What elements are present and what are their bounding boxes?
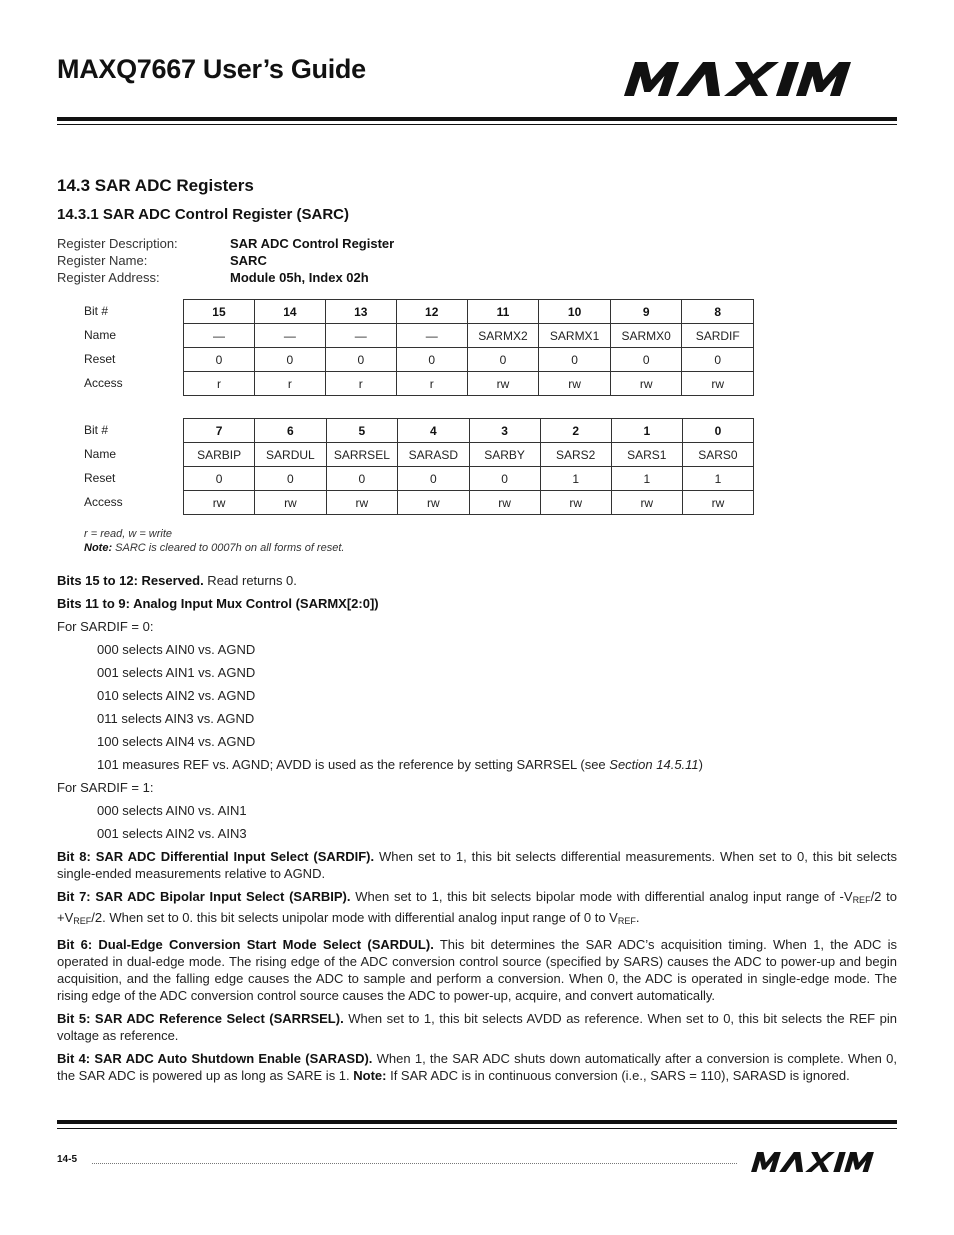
access-cell: rw [540, 491, 611, 515]
bit-label: Bit # [84, 304, 109, 318]
bit-cell: 13 [325, 300, 396, 324]
bit-cell: 12 [396, 300, 467, 324]
name-cell: SARMX0 [610, 324, 682, 348]
bit-4-title: Bit 4: SAR ADC Auto Shutdown Enable (SARASD). [57, 1051, 373, 1066]
register-name-label: Register Name: [57, 253, 148, 268]
reset-cell: 1 [540, 467, 611, 491]
access-row [184, 491, 754, 515]
bit-7-text-2: /2 to +V [57, 889, 897, 925]
bit-7-title: Bit 7: SAR ADC Bipolar Input Select (SARBIP). [57, 889, 351, 904]
document-title: MAXQ7667 User’s Guide [57, 54, 366, 84]
bit-7-text-3: /2. When set to 0. this bit selects unipolar mode with differential analog input range of 0 to V [91, 910, 618, 925]
bit-label: Bit # [84, 423, 109, 437]
access-label: Access [84, 495, 123, 509]
bit-4-text-2: If SAR ADC is in continuous conversion (i.e., SARS = 110), SARASD is ignored. [386, 1068, 850, 1083]
access-cell: rw [467, 372, 539, 396]
bit-6-paragraph [57, 936, 897, 1004]
vref-subscript: REF [617, 916, 636, 926]
name-cell: — [325, 324, 396, 348]
access-cell: rw [611, 491, 682, 515]
bit-cell: 9 [610, 300, 682, 324]
bit-7-text-4: . [635, 910, 640, 925]
bit-cell: 0 [682, 419, 753, 443]
bits-15-12-text: Read returns 0. [203, 573, 297, 588]
footer-dotted-line [92, 1163, 737, 1164]
bits-11-9-title: Bits 11 to 9: Analog Input Mux Control (SARMX[2:0]) [57, 596, 379, 611]
name-row [184, 443, 754, 467]
reset-cell: 0 [254, 348, 325, 372]
sardif0-label: For SARDIF = 0: [57, 619, 154, 634]
bit-cell: 6 [255, 419, 326, 443]
reset-cell: 0 [398, 467, 469, 491]
reset-cell: 0 [325, 348, 396, 372]
reset-note [84, 541, 344, 555]
maxim-logo-icon [622, 62, 890, 96]
name-row [184, 324, 754, 348]
register-address-label: Register Address: [57, 270, 160, 285]
diff-option-001: 001 selects AIN2 vs. AIN3 [97, 826, 247, 841]
bit-6-text: This bit determines the SAR ADC’s acquisition timing. When 1, the ADC is operated in dual-edge mode. The rising edge of the ADC conversion control source (specified by SARS) causes the ADC to power-up and begin acquisition, and the falling edge causes the ADC to sample and perform a conversion. When 0, the ADC is operated in single-edge mode. The rising edge of the ADC conversion control source causes the ADC to power-up, acquire, and convert automatically. [57, 937, 897, 1003]
bit-cell: 14 [254, 300, 325, 324]
bit-5-paragraph [57, 1010, 897, 1044]
bit-5-title: Bit 5: SAR ADC Reference Select (SARRSEL). [57, 1011, 344, 1026]
bit-8-text: When set to 1, this bit selects differential measurements. When set to 0, this bit selects single-ended measurements relative to AGND. [57, 849, 897, 881]
reset-label: Reset [84, 471, 116, 485]
reset-cell: 1 [611, 467, 682, 491]
access-cell: rw [255, 491, 326, 515]
bit-6-title: Bit 6: Dual-Edge Conversion Start Mode Select (SARDUL). [57, 937, 434, 952]
access-cell: r [396, 372, 467, 396]
vref-subscript: REF [852, 895, 871, 905]
register-name-value: SARC [230, 253, 267, 268]
access-cell: rw [398, 491, 469, 515]
header-rule-thick [57, 117, 897, 121]
section-heading: 14.3 SAR ADC Registers [57, 176, 254, 195]
bit-cell: 1 [611, 419, 682, 443]
access-row [184, 372, 754, 396]
bit-7-paragraph [57, 888, 897, 930]
header-rule-thin [57, 124, 897, 125]
mux-option-000: 000 selects AIN0 vs. AGND [97, 642, 256, 657]
footer-rule-thick [57, 1120, 897, 1124]
bits-15-12-title: Bits 15 to 12: Reserved. [57, 573, 204, 588]
reset-cell: 0 [184, 348, 255, 372]
name-cell: — [396, 324, 467, 348]
access-legend: r = read, w = write [84, 528, 173, 540]
diff-option-000: 000 selects AIN0 vs. AIN1 [97, 803, 247, 818]
reset-cell: 0 [682, 348, 754, 372]
name-cell: — [254, 324, 325, 348]
access-cell: r [184, 372, 255, 396]
register-description-value: SAR ADC Control Register [230, 236, 395, 251]
reset-cell: 0 [469, 467, 540, 491]
bit-cell: 5 [326, 419, 398, 443]
bit-8-title: Bit 8: SAR ADC Differential Input Select (SARDIF). [57, 849, 375, 864]
mux-101-end: ) [698, 757, 704, 772]
access-cell: r [325, 372, 396, 396]
access-cell: rw [326, 491, 398, 515]
mux-101-text: 101 measures REF vs. AGND; AVDD is used as the reference by setting SARRSEL (see [97, 757, 610, 772]
register-meta [57, 235, 394, 286]
access-cell: rw [682, 372, 754, 396]
reset-cell: 0 [326, 467, 398, 491]
sardif1-label: For SARDIF = 1: [57, 780, 154, 795]
vref-subscript: REF [73, 916, 92, 926]
reset-cell: 0 [396, 348, 467, 372]
mux-option-100: 100 selects AIN4 vs. AGND [97, 734, 256, 749]
name-cell: SARS0 [682, 443, 753, 467]
access-cell: rw [610, 372, 682, 396]
bits-11-9-title-paragraph [57, 595, 897, 612]
access-cell: rw [682, 491, 753, 515]
bit-4-paragraph [57, 1050, 897, 1084]
name-cell: SARRSEL [326, 443, 398, 467]
name-cell: SARMX1 [539, 324, 611, 348]
register-grid [183, 299, 754, 396]
name-label: Name [84, 447, 117, 461]
name-label: Name [84, 328, 117, 342]
bit-7-text-1: When set to 1, this bit selects bipolar mode with differential analog input range of -V [350, 889, 853, 904]
reset-cell: 0 [467, 348, 539, 372]
reset-cell: 0 [610, 348, 682, 372]
name-cell: SARBIP [184, 443, 255, 467]
reset-label: Reset [84, 352, 116, 366]
register-grid [183, 418, 754, 515]
register-address-value: Module 05h, Index 02h [230, 270, 369, 285]
reset-row [184, 348, 754, 372]
bit-4-text-1: When 1, the SAR ADC shuts down automatically after a conversion is complete. When 0, the SAR ADC is powered up as long as SARE is 1. [57, 1051, 897, 1083]
bit-4-note-label: Note: [353, 1068, 387, 1083]
bit-cell: 2 [540, 419, 611, 443]
name-cell: SARBY [469, 443, 540, 467]
bits-15-12-paragraph [57, 572, 897, 589]
access-cell: rw [184, 491, 255, 515]
bit-8-paragraph [57, 848, 897, 882]
bit-number-row [184, 419, 754, 443]
access-cell: rw [539, 372, 611, 396]
mux-option-001: 001 selects AIN1 vs. AGND [97, 665, 256, 680]
bit-cell: 4 [398, 419, 469, 443]
access-cell: r [254, 372, 325, 396]
reset-row [184, 467, 754, 491]
name-cell: SARMX2 [467, 324, 539, 348]
bit-cell: 11 [467, 300, 539, 324]
name-cell: SARASD [398, 443, 469, 467]
register-description-label: Register Description: [57, 236, 178, 251]
name-cell: SARDUL [255, 443, 326, 467]
mux-option-010: 010 selects AIN2 vs. AGND [97, 688, 256, 703]
name-cell: SARDIF [682, 324, 754, 348]
bit-cell: 15 [184, 300, 255, 324]
bit-cell: 8 [682, 300, 754, 324]
row-labels [84, 418, 123, 514]
bit-number-row [184, 300, 754, 324]
section-reference-link[interactable]: Section 14.5.11 [609, 757, 699, 772]
bit-cell: 7 [184, 419, 255, 443]
name-cell: SARS2 [540, 443, 611, 467]
bit-descriptions [57, 572, 897, 1084]
page-number: 14-5 [57, 1154, 78, 1165]
reset-cell: 0 [184, 467, 255, 491]
mux-option-011: 011 selects AIN3 vs. AGND [97, 711, 255, 726]
mux-option-101 [57, 756, 897, 773]
reset-cell: 0 [255, 467, 326, 491]
name-cell: — [184, 324, 255, 348]
access-label: Access [84, 376, 123, 390]
footer-rule-thin [57, 1128, 897, 1129]
bit-5-text: When set to 1, this bit selects AVDD as reference. When set to 0, this bit selects the REF pin voltage as reference. [57, 1011, 897, 1043]
note-text: SARC is cleared to 0007h on all forms of reset. [112, 542, 345, 554]
name-cell: SARS1 [611, 443, 682, 467]
reset-cell: 0 [539, 348, 611, 372]
bit-cell: 3 [469, 419, 540, 443]
access-cell: rw [469, 491, 540, 515]
note-label: Note: [84, 542, 113, 554]
subsection-heading: 14.3.1 SAR ADC Control Register (SARC) [57, 206, 349, 223]
bit-cell: 10 [539, 300, 611, 324]
reset-cell: 1 [682, 467, 753, 491]
row-labels [84, 299, 123, 395]
maxim-logo-icon [750, 1152, 895, 1172]
